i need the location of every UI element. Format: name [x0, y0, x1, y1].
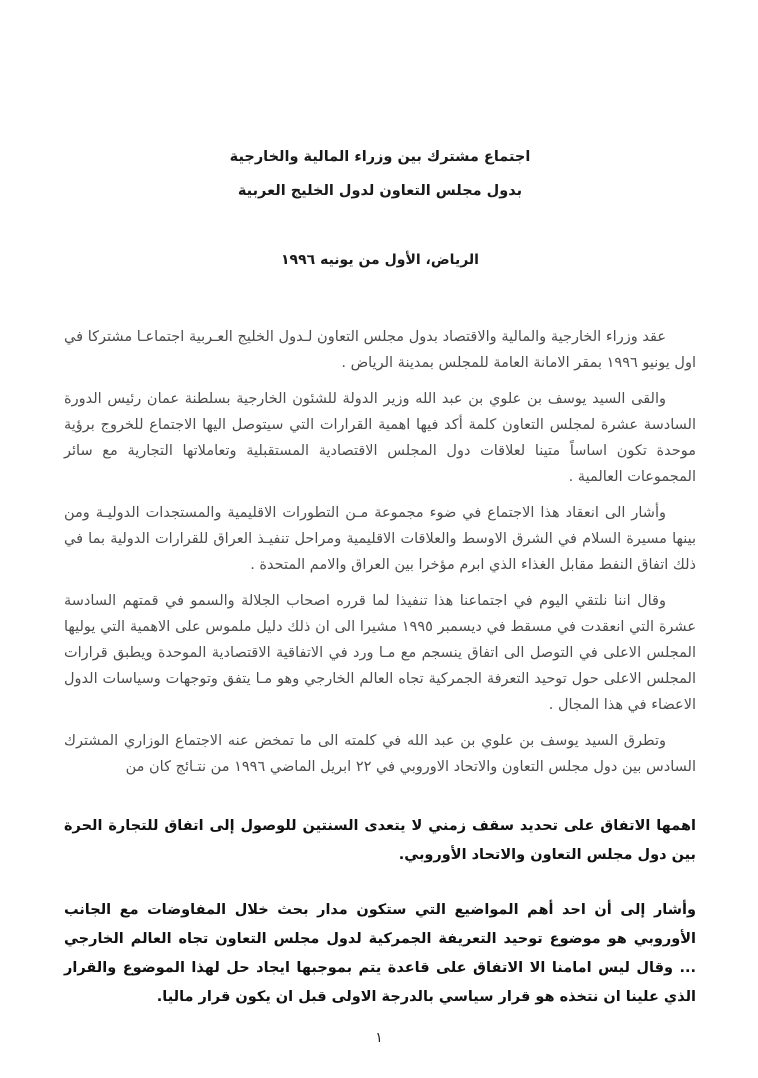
emphasis-paragraph-1: اهمها الاتفاق على تحديد سقف زمني لا يتعدى السنتين للوصول إلى اتفاق للتجارة الحرة بين دول مجلس التعاون والاتحاد الأوروبي. [64, 818, 696, 863]
document-emphasis-section [64, 812, 696, 1012]
emphasis-paragraph-2: وأشار إلى أن احد أهم المواضيع التي ستكون مدار بحث خلال المفاوضات مع الجانب الأوروبي هو موضوع توحيد التعريفة الجمركية لدول مجلس التعاون تجاه العالم الخارجي ... وقال ليس امامنا الا الاتفاق على قاعدة يتم بموجبها ايجاد حل لهذا الموضوع والقرار الذي علينا ان نتخذه هو قرار سياسي بالدرجة الاولى قبل ان يكون قرار ماليا. [64, 902, 696, 1005]
document-header [64, 140, 696, 268]
document-content [64, 0, 696, 1038]
document-body [64, 324, 696, 780]
body-paragraph-1: عقد وزراء الخارجية والمالية والاقتصاد بدول مجلس التعاون لـدول الخليج العـربية اجتماعـا مشتركا في اول يونيو ١٩٩٦ بمقر الامانة العامة للمجلس بمدينة الرياض . [64, 329, 696, 371]
document-title-line-1: اجتماع مشترك بين وزراء المالية والخارجية [229, 149, 531, 165]
body-paragraph-2: والقى السيد يوسف بن علوي بن عبد الله وزير الدولة للشئون الخارجية بسلطنة عمان رئيس الدورة السادسة عشرة لمجلس التعاون كلمة أكد فيها اهمية القرارات التي سيتوصل اليها الاجتماع للخروج برؤية موحدة تكون اساساً متينا لعلاقات دول المجلس الاقتصادية المستقبلية وتعاملاتها التجارية مع سائر المجموعات العالمية . [64, 391, 696, 485]
body-paragraph-3: وأشار الى انعقاد هذا الاجتماع في ضوء مجموعة مـن التطورات الاقليمية والمستجدات الدوليـة ومن بينها مسيرة السلام في الشرق الاوسط والعلاقات الاقليمية ومراحل تنفيـذ العراق للقرارات الدولية بما في ذلك اتفاق النفط مقابل الغذاء الذي ابرم مؤخرا بين العراق والامم المتحدة . [64, 505, 696, 573]
page-number: ١ [375, 1030, 383, 1046]
document-title-line-2: بدول مجلس التعاون لدول الخليج العربية [237, 183, 523, 199]
document-date-line: الرياض، الأول من يونيه ١٩٩٦ [281, 252, 479, 268]
body-paragraph-5: وتطرق السيد يوسف بن علوي بن عبد الله في كلمته الى ما تمخض عنه الاجتماع الوزاري المشترك السادس بين دول مجلس التعاون والاتحاد الاوروبي في ٢٢ ابريل الماضي ١٩٩٦ من نتـائج كان من [64, 733, 696, 775]
body-paragraph-4: وقال اننا نلتقي اليوم في اجتماعنا هذا تنفيذا لما قرره اصحاب الجلالة والسمو في قمتهم السادسة عشرة التي انعقدت في مسقط في ديسمبر ١٩٩٥ مشيرا الى ان ذلك دليل ملموس على الاهمية التي يوليها المجلس الاعلى في التوصل الى اتفاق ينسجم مع مـا ورد في الاتفاقية الاقتصادية الموحدة ويطبق قرارات المجلس الاعلى حول توحيد التعرفة الجمركية تجاه العالم الخارجي وهو مـا يتفق وتوجهات وسياسات الدول الاعضاء في هذا المجال . [64, 593, 697, 713]
